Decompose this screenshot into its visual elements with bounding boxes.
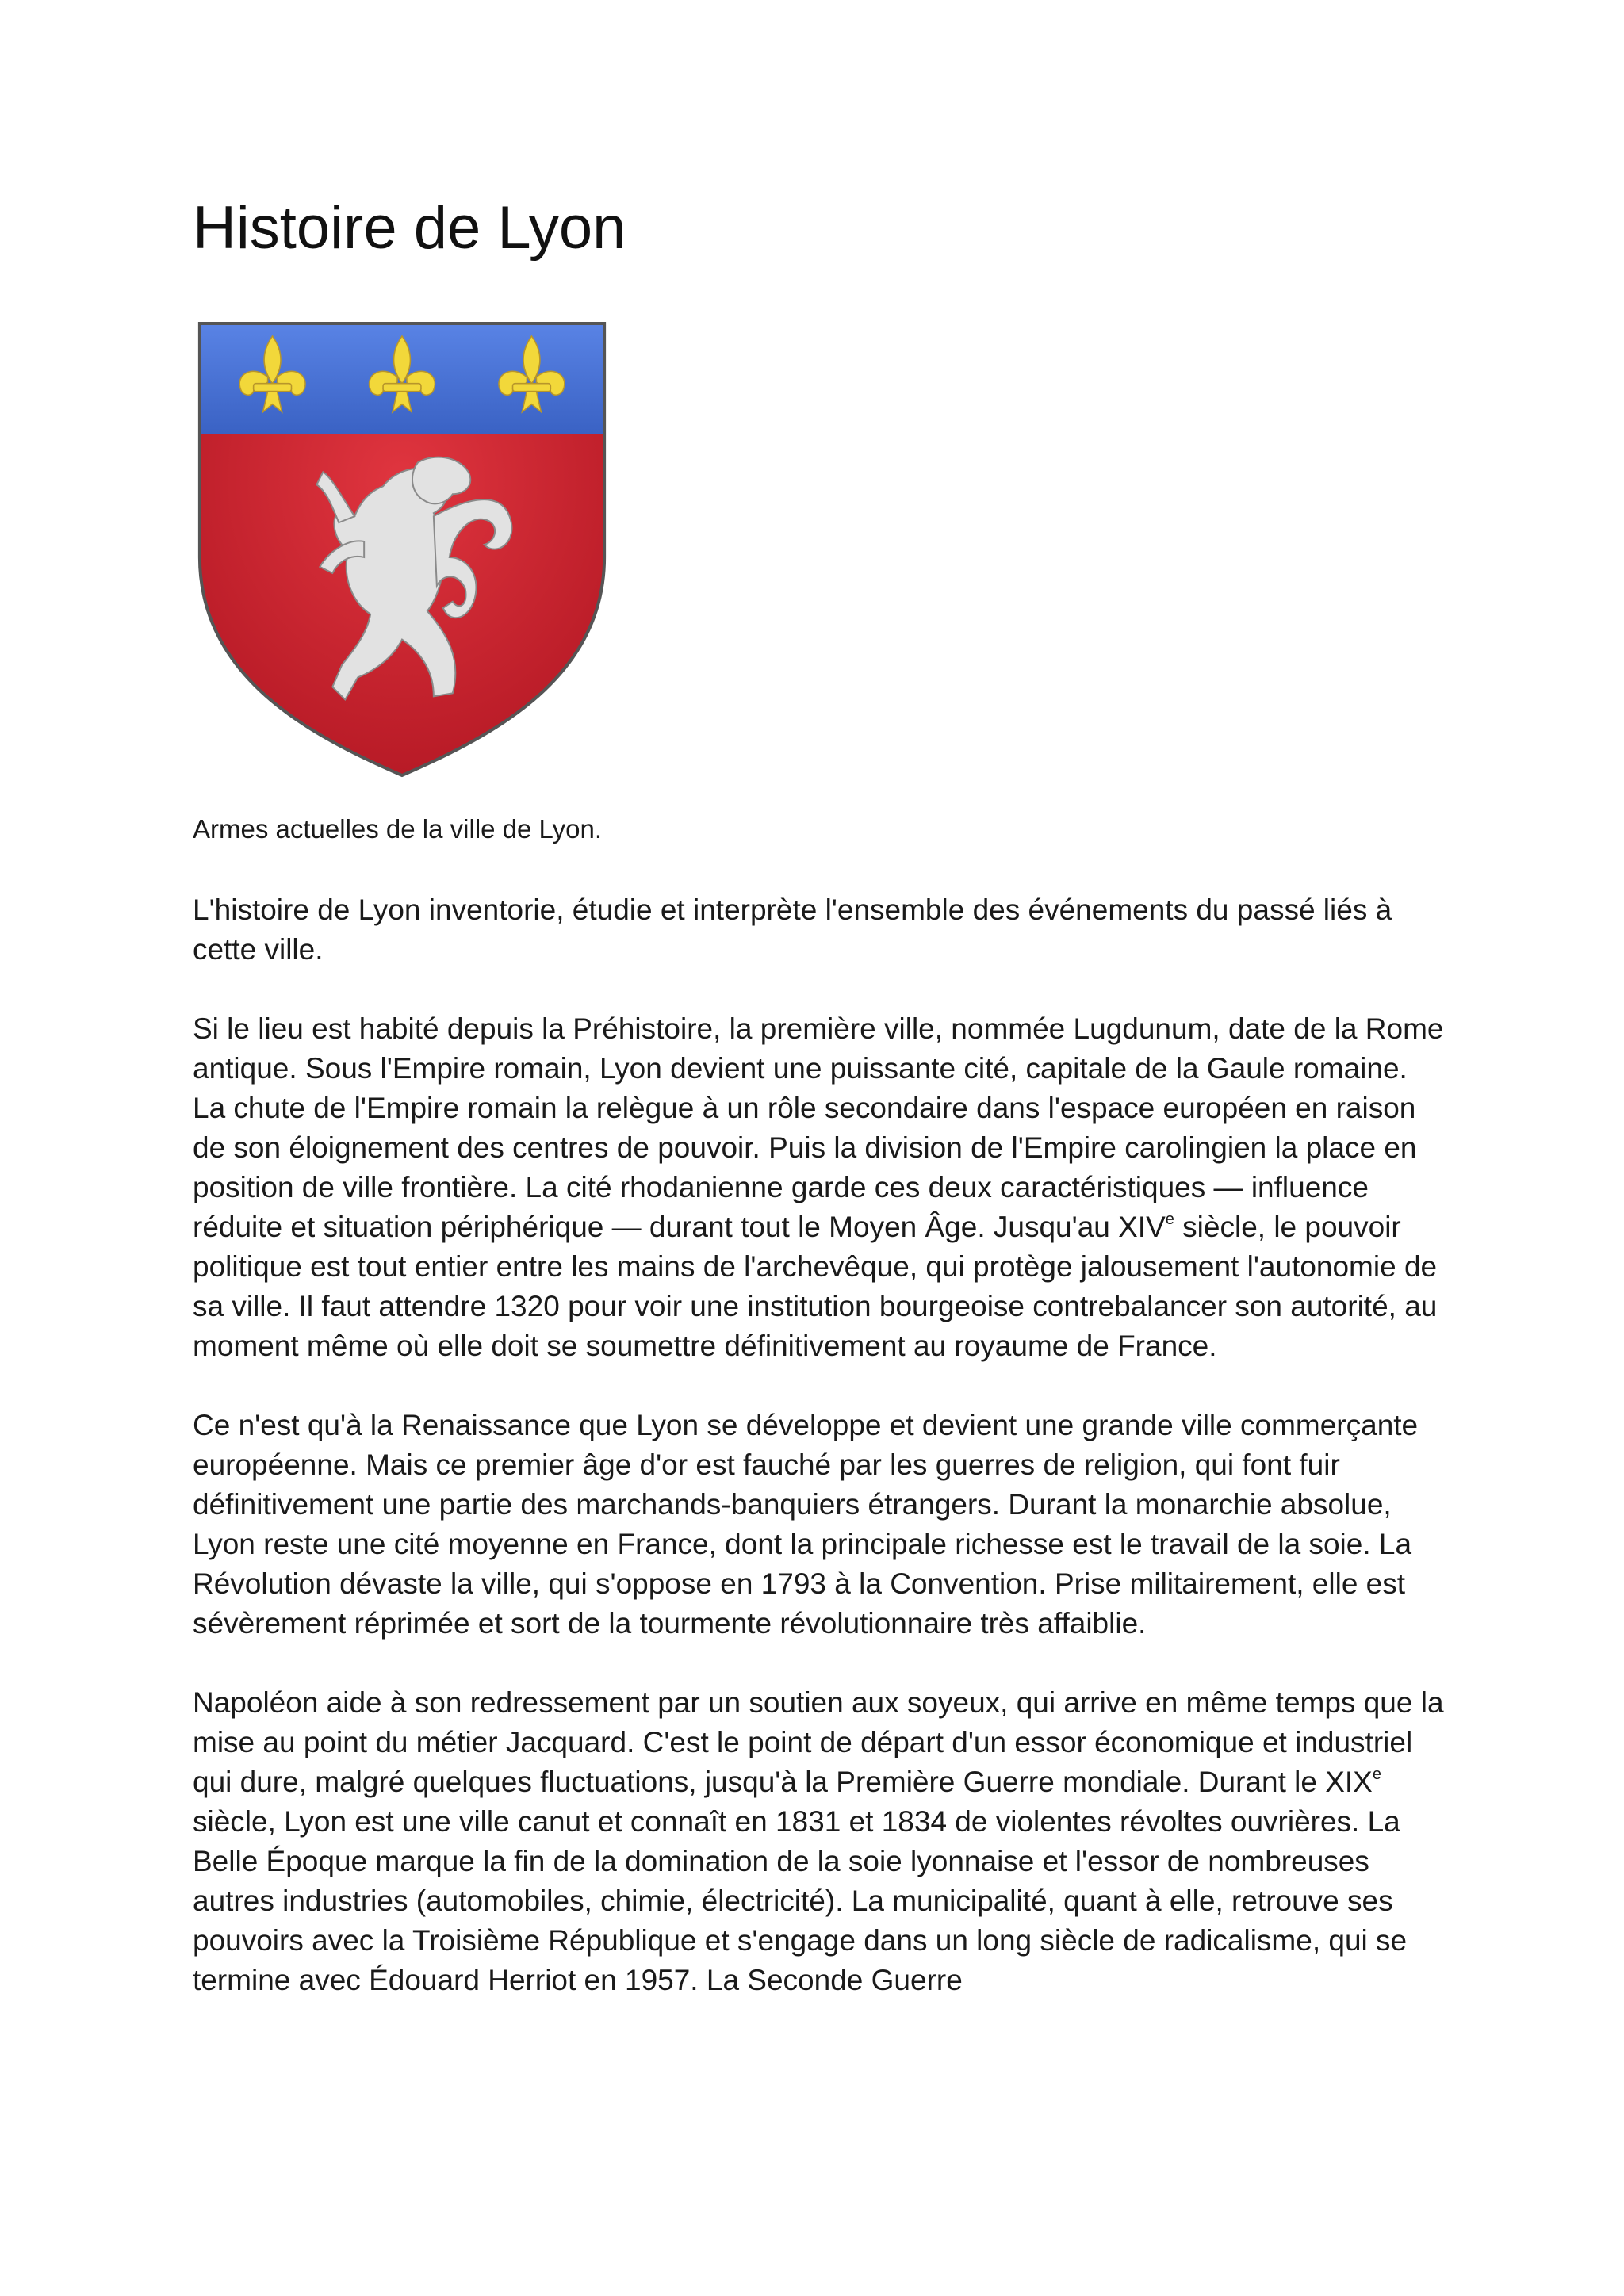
- paragraph-origins: Si le lieu est habité depuis la Préhistoire, la première ville, nommée Lugdunum, date de la Rome antique. Sous l'Empire romain, Lyon devient une puissante cité, capitale de la Gaule romaine. La chute de l'Empire romain la relègue à un rôle secondaire dans l'espace européen en raison de son éloignement des centres de pouvoir. Puis la division de l'Empire carolingien la place en position de ville frontière. La cité rhodanienne garde ces deux caractéristiques — influence réduite et situation périphérique — durant tout le Moyen Âge. Jusqu'au XIVe siècle, le pouvoir politique est tout entier entre les mains de l'archevêque, qui protège jalousement l'autonomie de sa ville. Il faut attendre 1320 pour voir une institution bourgeoise contrebalancer son autorité, au moment même où elle doit se soumettre définitivement au royaume de France.: [193, 1012, 1444, 1362]
- paragraph-napoleon: Napoléon aide à son redressement par un soutien aux soyeux, qui arrive en même temps que la mise au point du métier Jacquard. C'est le point de départ d'un essor économique et industriel qui dure, malgré quelques fluctuations, jusqu'à la Première Guerre mondiale. Durant le XIXe siècle, Lyon est une ville canut et connaît en 1831 et 1834 de violentes révoltes ouvrières. La Belle Époque marque la fin de la domination de la soie lyonnaise et l'essor de nombreuses autres industries (automobiles, chimie, électricité). La municipalité, quant à elle, retrouve ses pouvoirs avec la Troisième République et s'engage dans un long siècle de radicalisme, qui se termine avec Édouard Herriot en 1957. La Seconde Guerre: [193, 1686, 1444, 1996]
- paragraph-intro: L'histoire de Lyon inventorie, étudie et interprète l'ensemble des événements du passé liés à cette ville.: [193, 894, 1392, 966]
- page-title: Histoire de Lyon: [193, 194, 626, 262]
- paragraph-renaissance: Ce n'est qu'à la Renaissance que Lyon se développe et devient une grande ville commerçante européenne. Mais ce premier âge d'or est fauché par les guerres de religion, qui font fuir définitivement une partie des marchands-banquiers étrangers. Durant la monarchie absolue, Lyon reste une cité moyenne en France, dont la principale richesse est le travail de la soie. La Révolution dévaste la ville, qui s'oppose en 1793 à la Convention. Prise militairement, elle est sévèrement réprimée et sort de la tourmente révolutionnaire très affaiblie.: [193, 1409, 1419, 1640]
- superscript-e: e: [1165, 1211, 1174, 1228]
- lyon-coat-of-arms-icon: [195, 320, 609, 779]
- image-caption: Armes actuelles de la ville de Lyon.: [193, 814, 603, 844]
- article-body: [193, 890, 1446, 2040]
- superscript-e: e: [1372, 1766, 1381, 1783]
